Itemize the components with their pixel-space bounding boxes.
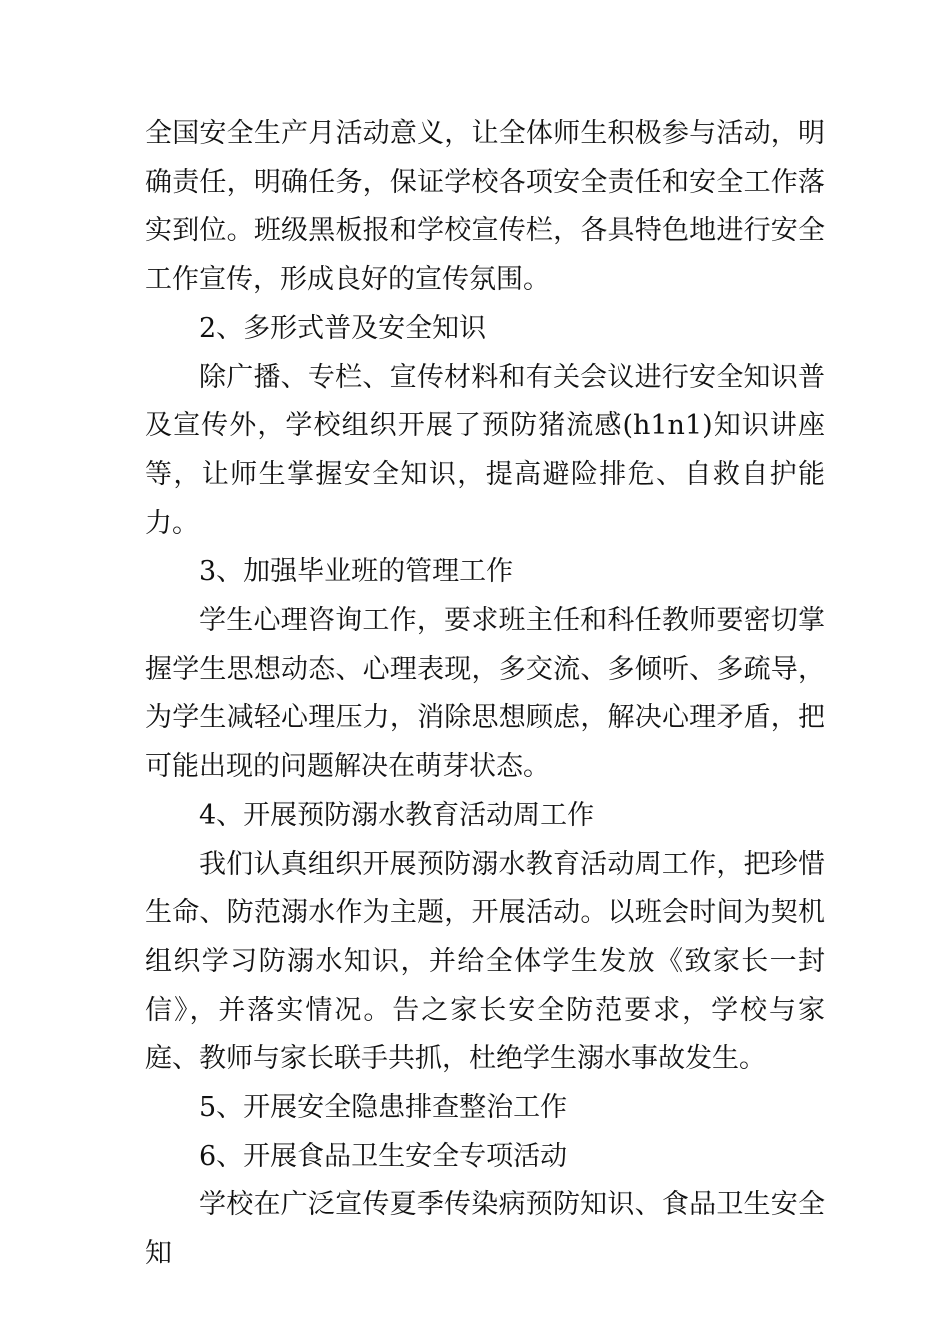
section-heading-3: 3、加强毕业班的管理工作 <box>199 556 514 588</box>
document-body <box>145 110 825 1279</box>
paragraph-body-4: 我们认真组织开展预防溺水教育活动周工作，把珍惜生命、防范溺水作为主题，开展活动。以班会时间为契机组织学习防溺水知识，并给全体学生发放《致家长一封信》，并落实情况。告之家长安全防范要求，学校与家庭、教师与家长联手共抓，杜绝学生溺水事故发生。 <box>145 848 825 1075</box>
section-heading-5: 5、开展安全隐患排查整治工作 <box>199 1092 568 1124</box>
section-heading-4: 4、开展预防溺水教育活动周工作 <box>199 799 595 831</box>
paragraph-body-3: 学生心理咨询工作，要求班主任和科任教师要密切掌握学生思想动态、心理表现，多交流、多倾听、多疏导，为学生减轻心理压力，消除思想顾虑，解决心理矛盾，把可能出现的问题解决在萌芽状态。 <box>145 605 825 783</box>
paragraph-body-6: 学校在广泛宣传夏季传染病预防知识、食品卫生安全知 <box>145 1189 825 1270</box>
section-heading-2: 2、多形式普及安全知识 <box>199 312 487 344</box>
paragraph-body-1: 全国安全生产月活动意义，让全体师生积极参与活动，明确责任，明确任务，保证学校各项安全责任和安全工作落实到位。班级黑板报和学校宣传栏，各具特色地进行安全工作宣传，形成良好的宣传氛围。 <box>145 118 825 296</box>
section-heading-6: 6、开展食品卫生安全专项活动 <box>199 1140 568 1172</box>
paragraph-body-2: 除广播、专栏、宣传材料和有关会议进行安全知识普及宣传外，学校组织开展了预防猪流感(h1n1)知识讲座等，让师生掌握安全知识，提高避险排危、自救自护能力。 <box>145 361 825 539</box>
